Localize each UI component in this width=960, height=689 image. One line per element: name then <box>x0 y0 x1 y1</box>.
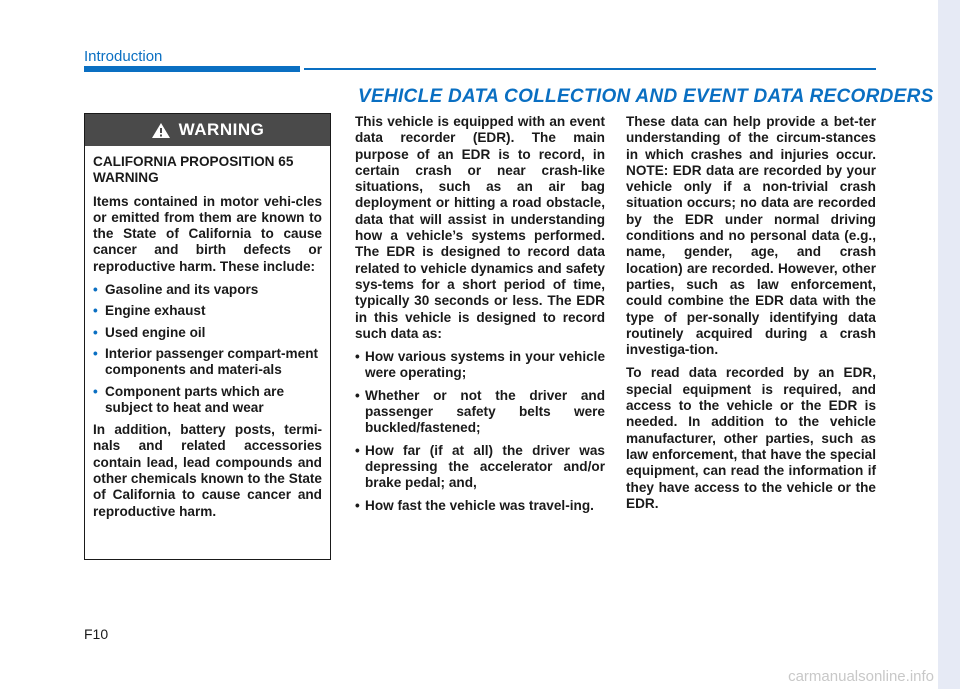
edr-access-paragraph: To read data recorded by an EDR, special equipment is required, and access to the vehicle or the EDR is needed. In addition to the vehicle manufacturer, other parties, such as law enforcement, that have the special equipment, can read the information if they have access to the vehicle or the EDR. <box>626 365 876 511</box>
list-item-text: Interior passenger compart-ment components and materi-als <box>105 345 319 378</box>
edr-list <box>355 349 605 514</box>
list-item-text: How fast the vehicle was travel-ing. <box>365 497 594 513</box>
bullet-icon: • <box>93 303 98 319</box>
warning-box <box>84 113 331 560</box>
list-item <box>355 388 605 437</box>
warning-label: WARNING <box>178 120 265 139</box>
side-strip <box>938 0 960 689</box>
warning-intro: Items contained in motor vehi-cles or emitted from them are known to the State of California to cause cancer and birth defects or reproductive harm. These include: <box>93 193 322 274</box>
list-item-text: Gasoline and its vapors <box>105 282 259 298</box>
edr-data-paragraph: These data can help provide a bet-ter understanding of the circum-stances in which crashes and injuries occur. NOTE: EDR data are recorded by your vehicle only if a non-trivial crash situation occurs; no data are recorded by the EDR under normal driving conditions and no personal data (e.g., name, gender, age, and crash location) are recorded. However, other parties, such as law enforcement, could combine the EDR data with the type of per-sonally identifying data routinely acquired during a crash investiga-tion. <box>626 114 876 358</box>
list-item <box>93 282 322 298</box>
bullet-icon: • <box>93 383 98 399</box>
page-number: F10 <box>84 626 109 642</box>
list-item-text: How various systems in your vehicle were operating; <box>365 349 605 381</box>
section-title: Introduction <box>84 48 163 65</box>
bullet-icon: • <box>355 497 360 513</box>
list-item-text: How far (if at all) the driver was depressing the accelerator and/or brake pedal; and, <box>365 442 605 491</box>
column-edr-details <box>626 114 876 519</box>
warning-body <box>85 146 330 520</box>
warning-list <box>93 282 322 416</box>
bullet-icon: • <box>93 324 98 340</box>
list-item-text: Whether or not the driver and passenger safety belts were buckled/fastened; <box>365 387 605 436</box>
edr-paragraph: This vehicle is equipped with an event data recorder (EDR). The main purpose of an EDR is to record, in certain crash or near crash-like situations, such as an air bag deployment or hitting a road obstacle, data that will assist in understanding how a vehicle’s systems performed. The EDR is designed to record data related to vehicle dynamics and safety sys-tems for a short period of time, typically 30 seconds or less. The EDR in this vehicle is designed to record such data as: <box>355 114 605 341</box>
header-rule-thick <box>84 66 300 72</box>
warning-triangle-icon <box>151 122 171 139</box>
list-item <box>355 443 605 492</box>
warning-outro: In addition, battery posts, termi-nals and related accessories contain lead, lead compounds and other chemicals known to the State of California to cause cancer and reproductive harm. <box>93 422 322 519</box>
list-item <box>93 325 322 341</box>
page-heading: VEHICLE DATA COLLECTION AND EVENT DATA RECORDERS <box>358 86 934 107</box>
warning-header <box>85 114 330 146</box>
list-item <box>355 498 605 514</box>
bullet-icon: • <box>93 282 98 298</box>
list-item <box>355 349 605 382</box>
list-item <box>93 384 322 417</box>
bullet-icon: • <box>93 345 98 361</box>
list-item-text: Engine exhaust <box>105 303 206 319</box>
watermark: carmanualsonline.info <box>788 668 934 685</box>
bullet-icon: • <box>355 442 360 458</box>
list-item <box>93 346 322 379</box>
list-item <box>93 303 322 319</box>
warning-title: CALIFORNIA PROPOSITION 65 WARNING <box>93 154 294 186</box>
bullet-icon: • <box>355 387 360 403</box>
list-item-text: Component parts which are subject to heat and wear <box>105 383 285 415</box>
list-item-text: Used engine oil <box>105 324 206 340</box>
column-edr-intro <box>355 114 605 520</box>
header-rule-thin <box>304 68 876 70</box>
bullet-icon: • <box>355 349 360 365</box>
